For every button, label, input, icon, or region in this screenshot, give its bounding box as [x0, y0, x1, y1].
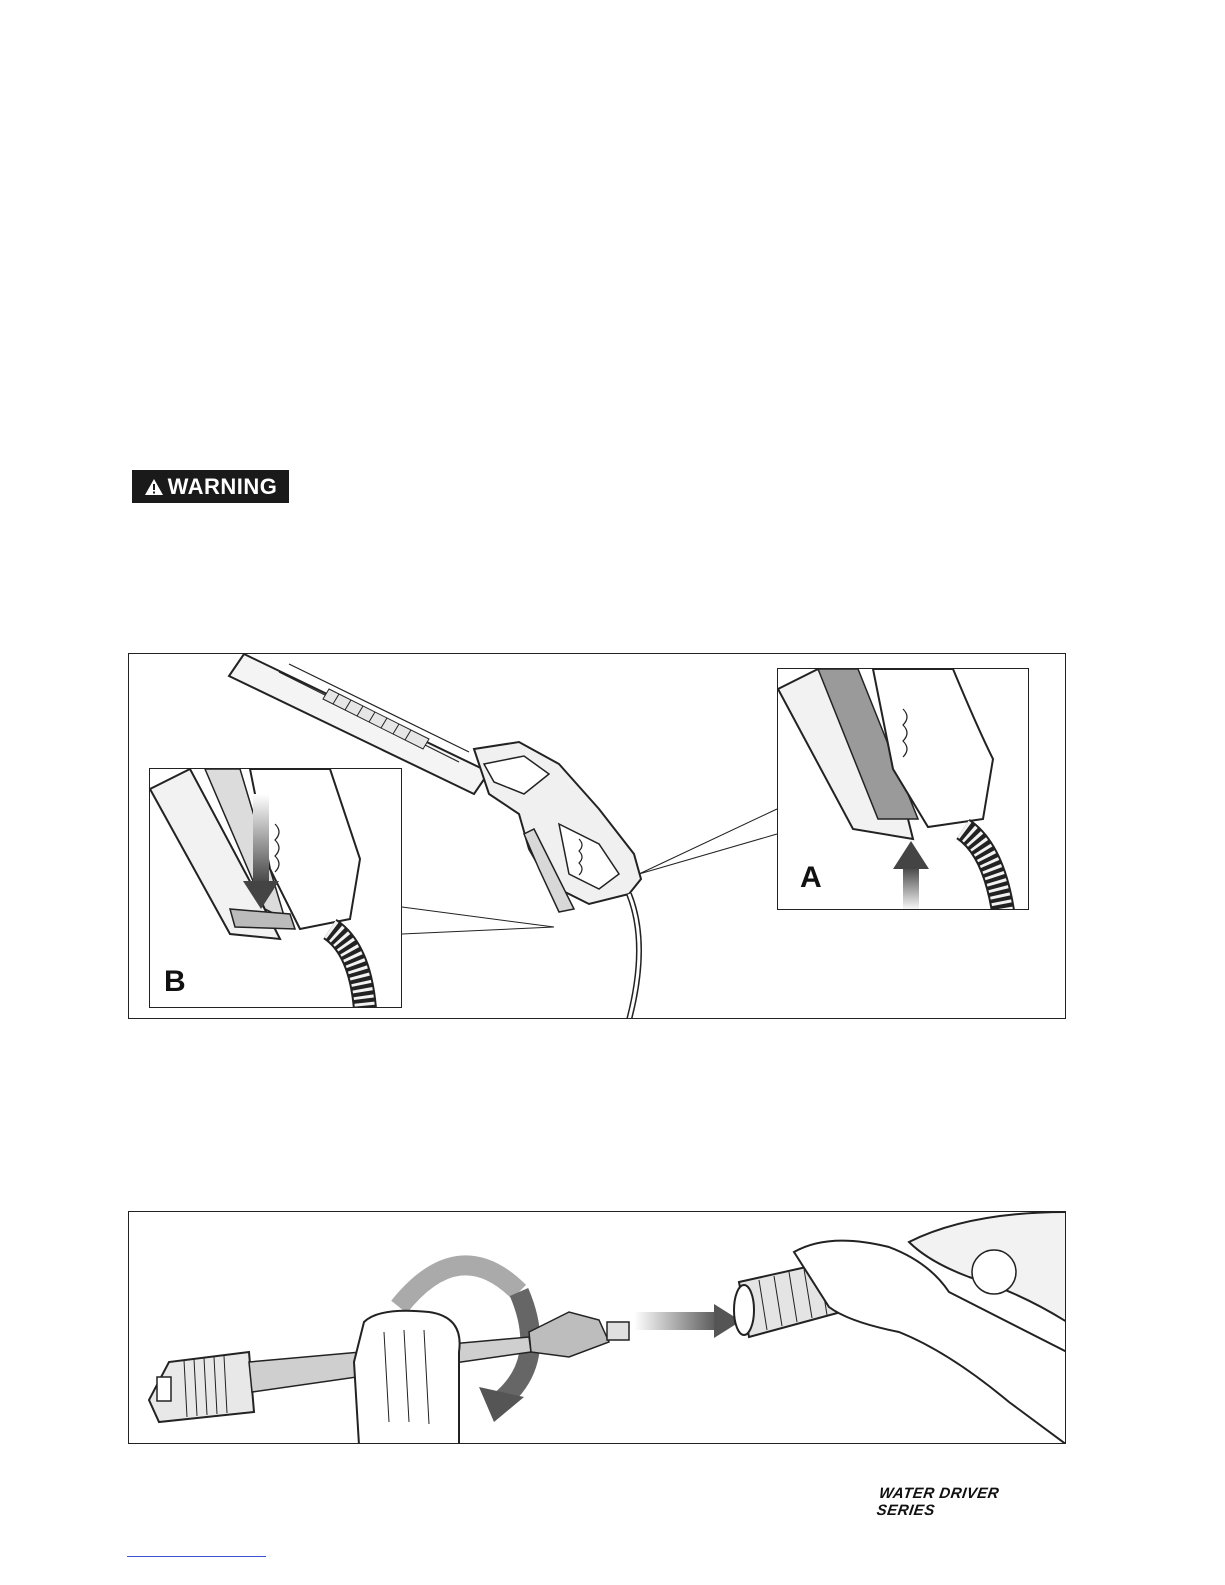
inset-b [149, 768, 402, 1008]
warning-badge [132, 470, 289, 503]
trigger-released-illustration [150, 769, 402, 1008]
warning-label: WARNING [167, 473, 278, 499]
lance-and-brush-illustration [129, 1212, 1066, 1444]
inset-b-label: B [164, 965, 186, 998]
inset-a-label: A [800, 861, 822, 894]
warning-triangle-icon [144, 478, 164, 496]
nozzle-attach-figure [128, 1211, 1066, 1444]
brand-logo: WATER DRIVER SERIES [875, 1485, 1001, 1519]
inset-a [777, 668, 1029, 910]
footer-link-underline [127, 1556, 266, 1557]
trigger-lock-figure [128, 653, 1066, 1019]
